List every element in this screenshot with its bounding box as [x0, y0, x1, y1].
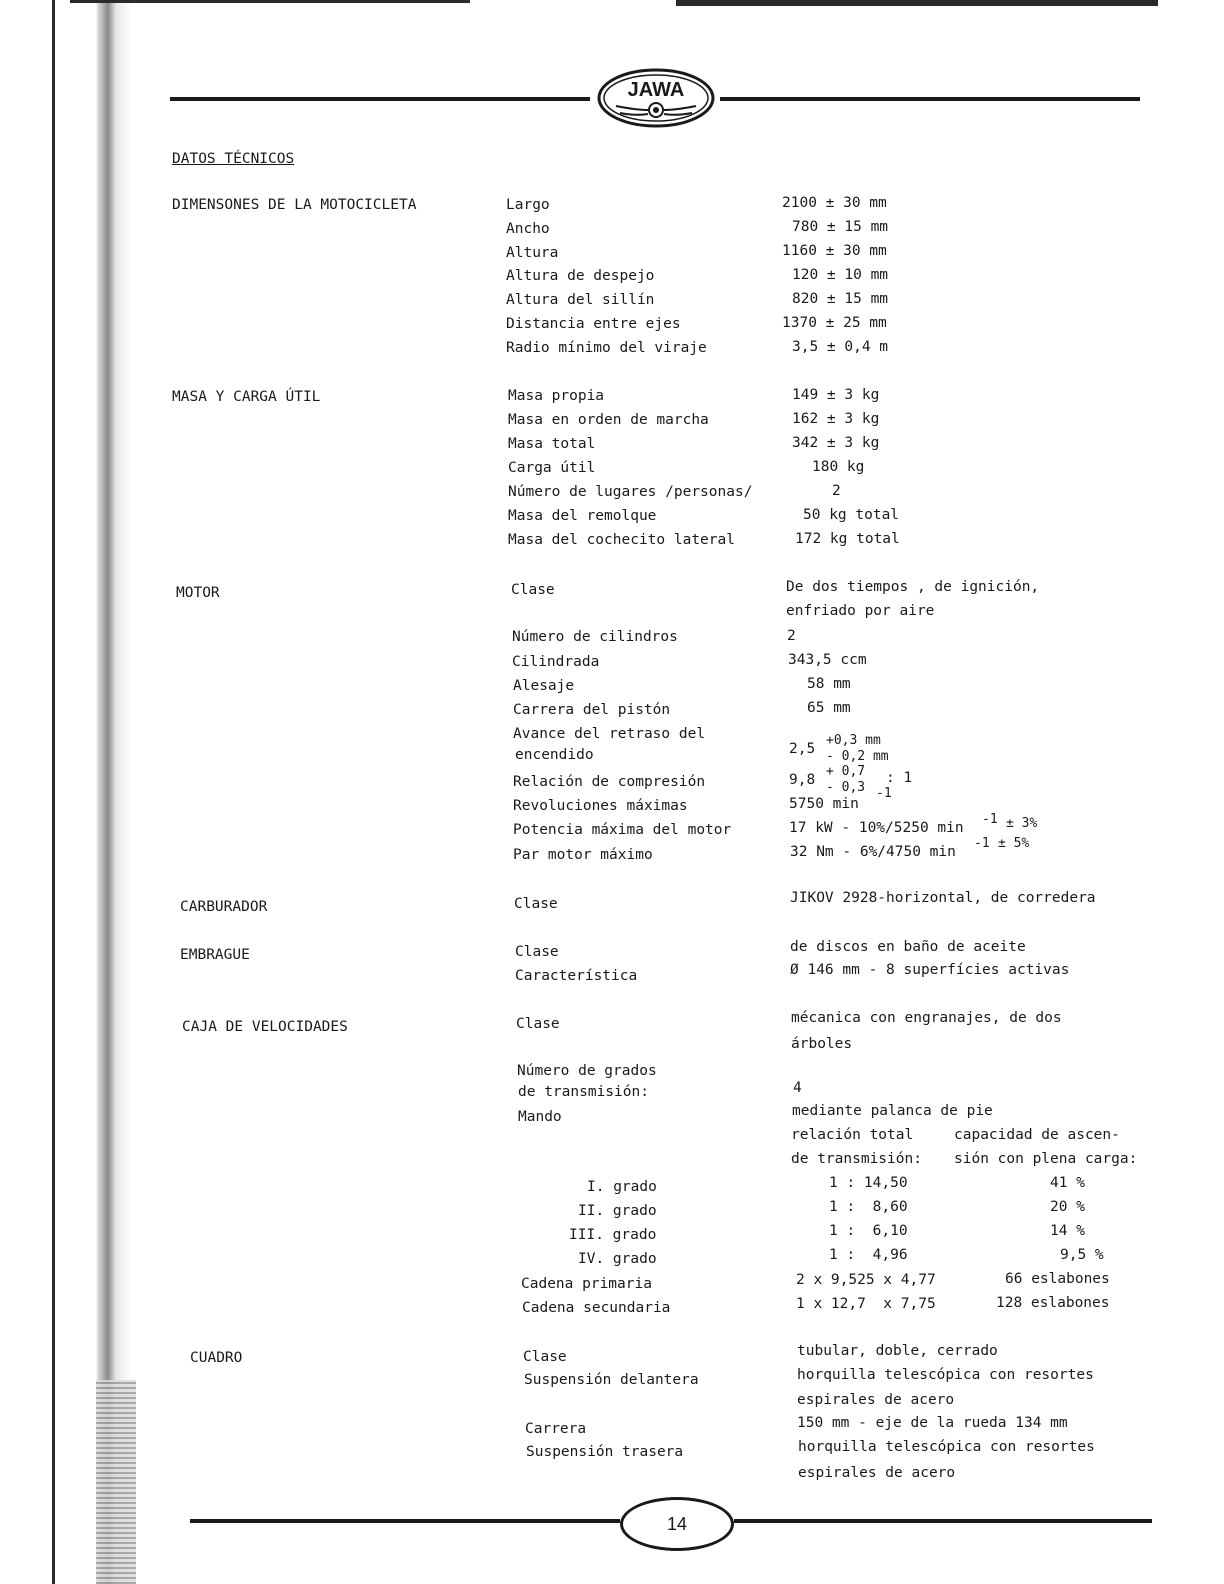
- motor-cilindros-label: Número de cilindros: [512, 629, 678, 645]
- motor-clase-label: Clase: [511, 582, 555, 598]
- motor-potencia-value: 17 kW - 10%/5250 min: [789, 820, 964, 836]
- motor-compresion-value: 9,8: [789, 772, 816, 788]
- dim-value: 1160 ± 30 mm: [782, 243, 887, 259]
- caja-mando-label: Mando: [518, 1109, 562, 1125]
- masa-label: Número de lugares /personas/: [508, 484, 753, 500]
- cuadro-tras-value: horquilla telescópica con resortes: [798, 1439, 1095, 1455]
- gear-climb: 9,5 %: [1060, 1247, 1104, 1263]
- section-motor: MOTOR: [176, 585, 220, 601]
- logo-text: JAWA: [627, 79, 685, 101]
- caja-secundaria-value: 1 x 12,7 x 7,75: [796, 1296, 936, 1312]
- motor-avance-label: encendido: [515, 747, 594, 763]
- motor-compresion-ratio: : 1: [886, 770, 913, 786]
- caja-mando-value: mediante palanca de pie: [792, 1103, 993, 1119]
- header-rule-right: [720, 97, 1140, 101]
- motor-cilindros-value: 2: [787, 628, 796, 644]
- caja-grados-label: Número de grados: [517, 1063, 657, 1079]
- caja-clase-value: mécanica con engranajes, de dos: [791, 1010, 1062, 1026]
- motor-avance-plus: +0,3 mm: [826, 733, 881, 748]
- caja-clase-value: árboles: [791, 1036, 853, 1052]
- gear-label: IV. grado: [578, 1251, 657, 1267]
- gear-ratio: 1 : 6,10: [829, 1223, 908, 1239]
- motor-par-label: Par motor máximo: [513, 847, 653, 863]
- caja-grados-label: de transmisión:: [518, 1084, 649, 1100]
- masa-value: 50 kg total: [803, 507, 900, 523]
- motor-clase-value: De dos tiempos , de ignición,: [786, 579, 1040, 595]
- masa-value: 2: [832, 483, 841, 499]
- section-masa: MASA Y CARGA ÚTIL: [172, 389, 321, 405]
- cuadro-tras-label: Suspensión trasera: [526, 1444, 684, 1460]
- scan-binding-speckle: [96, 1380, 136, 1584]
- dim-value: 3,5 ± 0,4 m: [792, 339, 889, 355]
- page-number-text: 14: [666, 1513, 688, 1534]
- dim-value: 2100 ± 30 mm: [782, 195, 887, 211]
- embrague-clase-label: Clase: [515, 944, 559, 960]
- motor-compresion-label: Relación de compresión: [513, 774, 706, 790]
- masa-label: Masa total: [508, 436, 596, 452]
- motor-potencia-tol: ± 3%: [1006, 816, 1038, 831]
- motor-compresion-minus: - 0,3: [826, 780, 866, 795]
- caja-primaria-label: Cadena primaria: [521, 1276, 652, 1292]
- motor-carrera-label: Carrera del pistón: [513, 702, 671, 718]
- cuadro-tras-value: espirales de acero: [798, 1465, 956, 1481]
- jawa-logo: [596, 68, 716, 128]
- dim-label: Radio mínimo del viraje: [506, 340, 707, 356]
- motor-avance-minus: - 0,2 mm: [826, 749, 889, 764]
- motor-alesaje-value: 58 mm: [807, 676, 851, 692]
- page-title: DATOS TÉCNICOS: [172, 151, 295, 167]
- dim-label: Altura del sillín: [506, 292, 655, 308]
- masa-label: Masa del remolque: [508, 508, 657, 524]
- motor-potencia-label: Potencia máxima del motor: [513, 822, 732, 838]
- motor-cilindrada-value: 343,5 ccm: [788, 652, 867, 668]
- embrague-clase-value: de discos en baño de aceite: [790, 939, 1026, 955]
- caja-col2-head: capacidad de ascen-: [954, 1127, 1120, 1143]
- dim-value: 120 ± 10 mm: [792, 267, 889, 283]
- caja-col2-head: sión con plena carga:: [954, 1151, 1138, 1167]
- motor-rev-value: 5750 min: [789, 796, 859, 812]
- carburador-label: Clase: [514, 896, 558, 912]
- embrague-caract-value: Ø 146 mm - 8 superfícies activas: [790, 962, 1070, 978]
- embrague-caract-label: Característica: [515, 968, 638, 984]
- motor-alesaje-label: Alesaje: [513, 678, 575, 694]
- cuadro-del-value: espirales de acero: [797, 1392, 955, 1408]
- cuadro-clase-value: tubular, doble, cerrado: [797, 1343, 998, 1359]
- caja-grados-value: 4: [793, 1080, 802, 1096]
- masa-value: 172 kg total: [795, 531, 900, 547]
- section-carburador: CARBURADOR: [180, 899, 268, 915]
- masa-value: 149 ± 3 kg: [792, 387, 880, 403]
- caja-primaria-links: 66 eslabones: [1005, 1271, 1110, 1287]
- gear-climb: 14 %: [1050, 1223, 1085, 1239]
- section-dimensiones: DIMENSONES DE LA MOTOCICLETA: [172, 197, 417, 213]
- motor-par-tol: ± 5%: [998, 836, 1030, 851]
- section-caja: CAJA DE VELOCIDADES: [182, 1019, 348, 1035]
- caja-clase-label: Clase: [516, 1016, 560, 1032]
- caja-col1-head: relación total: [791, 1127, 914, 1143]
- motor-rev-exp: -1: [876, 786, 892, 801]
- dim-label: Ancho: [506, 221, 550, 237]
- dim-value: 780 ± 15 mm: [792, 219, 889, 235]
- gear-ratio: 1 : 8,60: [829, 1199, 908, 1215]
- caja-col1-head: de transmisión:: [791, 1151, 922, 1167]
- caja-secundaria-links: 128 eslabones: [996, 1295, 1110, 1311]
- header-rule-left: [170, 97, 590, 101]
- gear-ratio: 1 : 14,50: [829, 1175, 908, 1191]
- masa-label: Masa propia: [508, 388, 605, 404]
- cuadro-carrera-label: Carrera: [525, 1421, 587, 1437]
- cuadro-del-label: Suspensión delantera: [524, 1372, 699, 1388]
- dim-value: 1370 ± 25 mm: [782, 315, 887, 331]
- masa-label: Masa del cochecito lateral: [508, 532, 735, 548]
- masa-label: Carga útil: [508, 460, 596, 476]
- scan-top-edge-left: [70, 0, 470, 3]
- caja-primaria-value: 2 x 9,525 x 4,77: [796, 1272, 936, 1288]
- motor-rev-label: Revoluciones máximas: [513, 798, 688, 814]
- motor-carrera-value: 65 mm: [807, 700, 851, 716]
- cuadro-clase-label: Clase: [523, 1349, 567, 1365]
- masa-value: 180 kg: [812, 459, 865, 475]
- section-cuadro: CUADRO: [190, 1350, 243, 1366]
- masa-value: 162 ± 3 kg: [792, 411, 880, 427]
- cuadro-del-value: horquilla telescópica con resortes: [797, 1367, 1094, 1383]
- cuadro-carrera-value: 150 mm - eje de la rueda 134 mm: [797, 1415, 1068, 1431]
- motor-compresion-plus: + 0,7: [826, 764, 866, 779]
- gear-ratio: 1 : 4,96: [829, 1247, 908, 1263]
- motor-avance-value: 2,5: [789, 741, 816, 757]
- gear-label: II. grado: [578, 1203, 657, 1219]
- dim-label: Largo: [506, 197, 550, 213]
- gear-label: III. grado: [569, 1227, 657, 1243]
- footer-rule-left: [190, 1519, 620, 1523]
- scan-top-edge-right: [676, 0, 1158, 6]
- motor-potencia-exp: -1: [982, 812, 998, 827]
- dim-label: Altura: [506, 245, 559, 261]
- caja-secundaria-label: Cadena secundaria: [522, 1300, 671, 1316]
- motor-avance-label: Avance del retraso del: [513, 726, 706, 742]
- page-number: [620, 1497, 734, 1551]
- gear-climb: 20 %: [1050, 1199, 1085, 1215]
- dim-label: Altura de despejo: [506, 268, 655, 284]
- gear-label: I. grado: [587, 1179, 657, 1195]
- dim-label: Distancia entre ejes: [506, 316, 681, 332]
- dim-value: 820 ± 15 mm: [792, 291, 889, 307]
- motor-par-exp: -1: [974, 836, 990, 851]
- motor-cilindrada-label: Cilindrada: [512, 654, 600, 670]
- footer-rule-right: [734, 1519, 1152, 1523]
- motor-clase-value: enfriado por aire: [786, 603, 935, 619]
- motor-par-value: 32 Nm - 6%/4750 min: [790, 844, 956, 860]
- section-embrague: EMBRAGUE: [180, 947, 250, 963]
- masa-label: Masa en orden de marcha: [508, 412, 709, 428]
- scan-binding-edge: [52, 0, 138, 1584]
- gear-climb: 41 %: [1050, 1175, 1085, 1191]
- carburador-value: JIKOV 2928-horizontal, de corredera: [790, 890, 1096, 906]
- masa-value: 342 ± 3 kg: [792, 435, 880, 451]
